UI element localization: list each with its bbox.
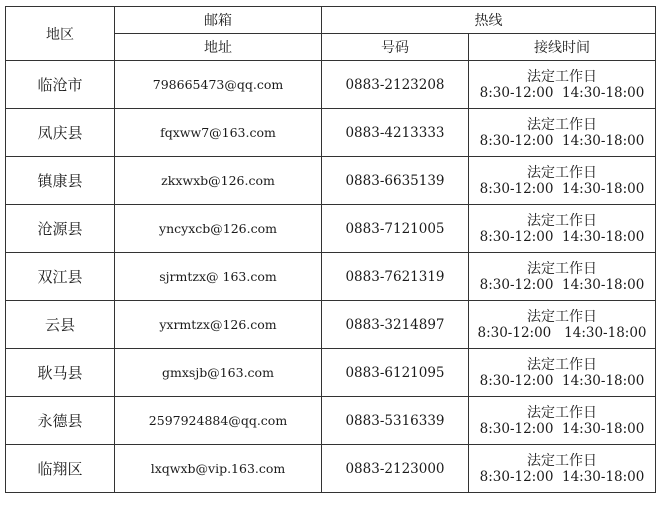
phone-cell[interactable]: 0883-3214897 (322, 301, 469, 349)
working-days-label: 法定工作日 (527, 404, 597, 421)
working-days-label: 法定工作日 (527, 164, 597, 181)
phone-cell[interactable]: 0883-5316339 (322, 397, 469, 445)
table-row (6, 397, 656, 445)
phone-cell[interactable]: 0883-7121005 (322, 205, 469, 253)
phone-cell[interactable]: 0883-6121095 (322, 349, 469, 397)
working-days-label: 法定工作日 (527, 452, 597, 469)
region-cell: 耿马县 (6, 349, 115, 397)
working-hours-text: 8:30-12:00 14:30-18:00 (479, 468, 645, 485)
hours-cell (469, 157, 656, 205)
working-hours-text: 8:30-12:00 14:30-18:00 (479, 228, 645, 245)
email-cell[interactable]: zkxwxb@126.com (115, 157, 322, 205)
email-cell[interactable]: gmxsjb@163.com (115, 349, 322, 397)
region-cell: 双江县 (6, 253, 115, 301)
hours-cell (469, 253, 656, 301)
table-row (6, 109, 656, 157)
contact-table (5, 6, 656, 493)
hours-cell (469, 109, 656, 157)
hours-cell (469, 349, 656, 397)
hours-cell (469, 61, 656, 109)
header-region: 地区 (6, 7, 115, 61)
working-hours-text: 8:30-12:00 14:30-18:00 (479, 276, 645, 293)
phone-cell[interactable]: 0883-2123000 (322, 445, 469, 493)
region-cell: 临沧市 (6, 61, 115, 109)
header-address: 地址 (115, 34, 322, 61)
hours-cell (469, 301, 656, 349)
header-mailbox: 邮箱 (115, 7, 322, 34)
hours-cell (469, 205, 656, 253)
working-days-label: 法定工作日 (527, 356, 597, 373)
working-days-label: 法定工作日 (527, 68, 597, 85)
header-service-hours: 接线时间 (469, 34, 656, 61)
region-cell: 临翔区 (6, 445, 115, 493)
region-cell: 镇康县 (6, 157, 115, 205)
working-hours-text: 8:30-12:00 14:30-18:00 (479, 420, 645, 437)
working-hours-text: 8:30-12:00 14:30-18:00 (479, 180, 645, 197)
working-days-label: 法定工作日 (527, 260, 597, 277)
working-days-label: 法定工作日 (527, 116, 597, 133)
table-row (6, 157, 656, 205)
header-hotline: 热线 (322, 7, 656, 34)
email-cell[interactable]: yncyxcb@126.com (115, 205, 322, 253)
email-cell[interactable]: 2597924884@qq.com (115, 397, 322, 445)
phone-cell[interactable]: 0883-4213333 (322, 109, 469, 157)
phone-cell[interactable]: 0883-2123208 (322, 61, 469, 109)
phone-cell[interactable]: 0883-6635139 (322, 157, 469, 205)
region-cell: 沧源县 (6, 205, 115, 253)
table-row (6, 253, 656, 301)
region-cell: 凤庆县 (6, 109, 115, 157)
table-row (6, 349, 656, 397)
working-days-label: 法定工作日 (527, 308, 597, 325)
working-days-label: 法定工作日 (527, 212, 597, 229)
hours-cell (469, 445, 656, 493)
table-row (6, 61, 656, 109)
email-cell[interactable]: fqxww7@163.com (115, 109, 322, 157)
email-cell[interactable]: lxqwxb@vip.163.com (115, 445, 322, 493)
working-hours-text: 8:30-12:00 14:30-18:00 (477, 324, 647, 341)
region-cell: 云县 (6, 301, 115, 349)
table-row (6, 301, 656, 349)
region-cell: 永德县 (6, 397, 115, 445)
table-body (6, 61, 656, 493)
email-cell[interactable]: 798665473@qq.com (115, 61, 322, 109)
hours-cell (469, 397, 656, 445)
table-row (6, 205, 656, 253)
table-row (6, 445, 656, 493)
email-cell[interactable]: sjrmtzx@ 163.com (115, 253, 322, 301)
header-number: 号码 (322, 34, 469, 61)
working-hours-text: 8:30-12:00 14:30-18:00 (479, 132, 645, 149)
working-hours-text: 8:30-12:00 14:30-18:00 (479, 372, 645, 389)
phone-cell[interactable]: 0883-7621319 (322, 253, 469, 301)
working-hours-text: 8:30-12:00 14:30-18:00 (479, 84, 645, 101)
email-cell[interactable]: yxrmtzx@126.com (115, 301, 322, 349)
header-row-1 (6, 7, 656, 34)
